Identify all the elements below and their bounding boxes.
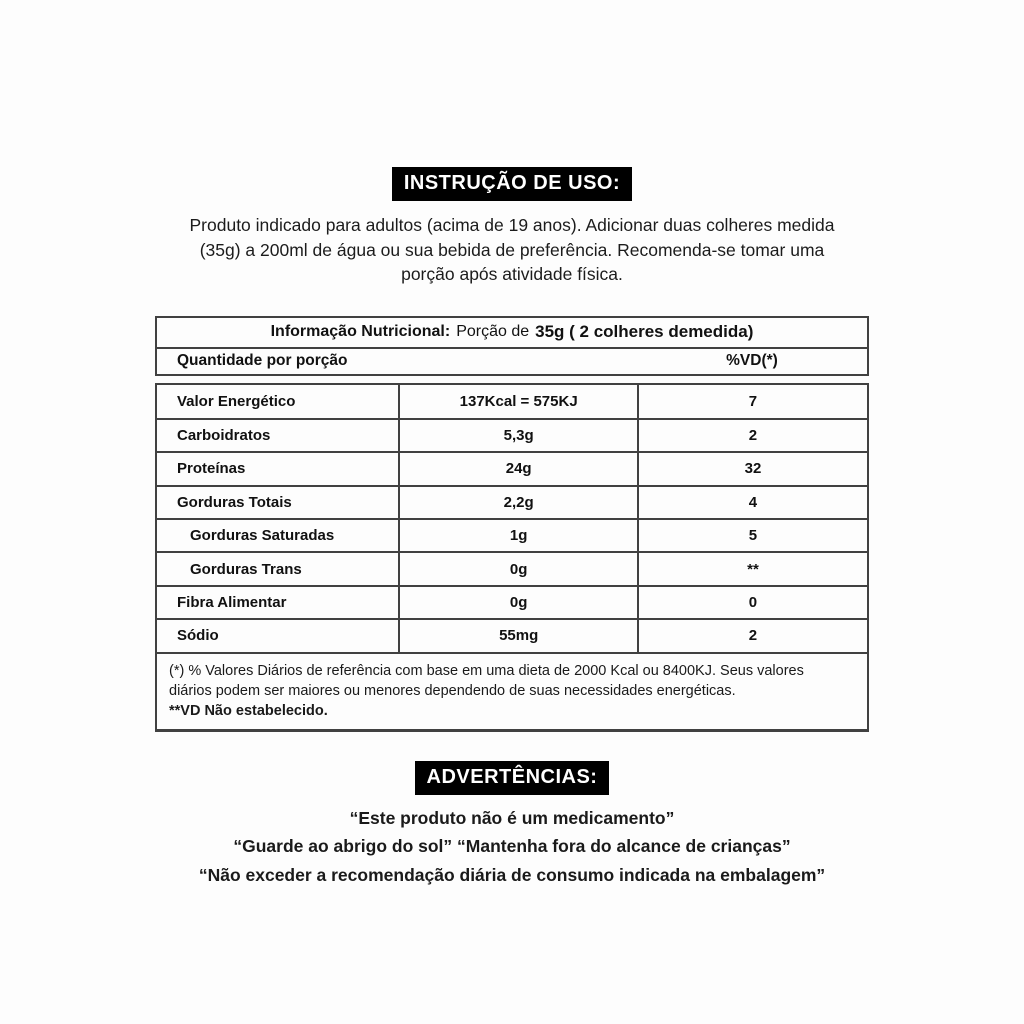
table-row-gorduras-saturadas: [157, 518, 867, 551]
warning-line-2: “Guarde ao abrigo do sol” “Mantenha fora do alcance de crianças”: [233, 836, 791, 857]
row-label: Gorduras Saturadas: [190, 527, 335, 545]
table-row-gorduras-totais: [157, 485, 867, 518]
row-dv: 32: [637, 453, 867, 484]
row-amount: 1g: [398, 520, 637, 551]
row-label: Proteínas: [177, 460, 246, 478]
row-amount: 55mg: [398, 620, 637, 651]
row-label: Sódio: [177, 627, 219, 645]
table-row-proteinas: [157, 451, 867, 484]
row-amount: 5,3g: [398, 420, 637, 451]
row-amount: 0g: [398, 553, 637, 584]
row-label: Carboidratos: [177, 427, 271, 445]
row-dv: 2: [637, 620, 867, 651]
nutrition-table-title-row: [155, 316, 869, 349]
row-dv: 5: [637, 520, 867, 551]
row-amount: 2,2g: [398, 487, 637, 518]
nutrition-table: [155, 316, 869, 732]
daily-values-footnote: [155, 652, 869, 732]
row-amount: 0g: [398, 587, 637, 618]
table-row-valor-energetico: [157, 385, 867, 418]
instructions-paragraph: [142, 213, 882, 287]
quantity-per-serving-header: Quantidade por porção: [177, 352, 348, 369]
nutrition-table-header-row: [155, 347, 869, 376]
nutrition-title-label: Informação Nutricional:: [270, 323, 451, 340]
nutrition-serving-prefix: Porção de: [456, 323, 530, 340]
instructions-line-1: Produto indicado para adultos (acima de 19 anos). Adicionar duas colheres medida: [189, 215, 835, 235]
row-label: Gorduras Totais: [177, 493, 292, 511]
instructions-line-2: (35g) a 200ml de água ou sua bebida de preferência. Recomenda-se tomar uma: [199, 239, 825, 260]
warning-line-3: “Não exceder a recomendação diária de consumo indicada na embalagem”: [198, 864, 826, 885]
row-dv: 4: [637, 487, 867, 518]
row-dv: 7: [637, 385, 867, 418]
percent-dv-header: %VD(*): [726, 352, 778, 369]
footnote-line-2: diários podem ser maiores ou menores dependendo de suas necessidades energéticas.: [169, 682, 736, 699]
row-dv: 2: [637, 420, 867, 451]
nutrition-serving-size: 35g ( 2 colheres demedida): [535, 322, 754, 341]
footnote-line-1: (*) % Valores Diários de referência com base em uma dieta de 2000 Kcal ou 8400KJ. Seus valores: [169, 662, 804, 679]
warnings-banner-row: [0, 761, 1024, 795]
instructions-title: INSTRUÇÃO DE USO:: [392, 167, 632, 201]
row-label: Gorduras Trans: [190, 560, 302, 578]
table-row-sodio: [157, 618, 867, 651]
table-row-carboidratos: [157, 418, 867, 451]
row-dv: **: [637, 553, 867, 584]
row-amount: 137Kcal = 575KJ: [398, 385, 637, 418]
row-label: Fibra Alimentar: [177, 594, 287, 612]
instructions-line-3: porção após atividade física.: [401, 264, 623, 284]
warnings-list: [0, 804, 1024, 890]
nutrition-table-grid: [155, 383, 869, 654]
row-label: Valor Energético: [177, 392, 296, 410]
warning-line-1: “Este produto não é um medicamento”: [349, 807, 675, 828]
row-amount: 24g: [398, 453, 637, 484]
instructions-banner-row: [0, 0, 1024, 201]
row-dv: 0: [637, 587, 867, 618]
footnote-line-3: **VD Não estabelecido.: [169, 702, 328, 719]
warnings-title: ADVERTÊNCIAS:: [415, 761, 610, 795]
table-row-fibra-alimentar: [157, 585, 867, 618]
table-row-gorduras-trans: [157, 551, 867, 584]
